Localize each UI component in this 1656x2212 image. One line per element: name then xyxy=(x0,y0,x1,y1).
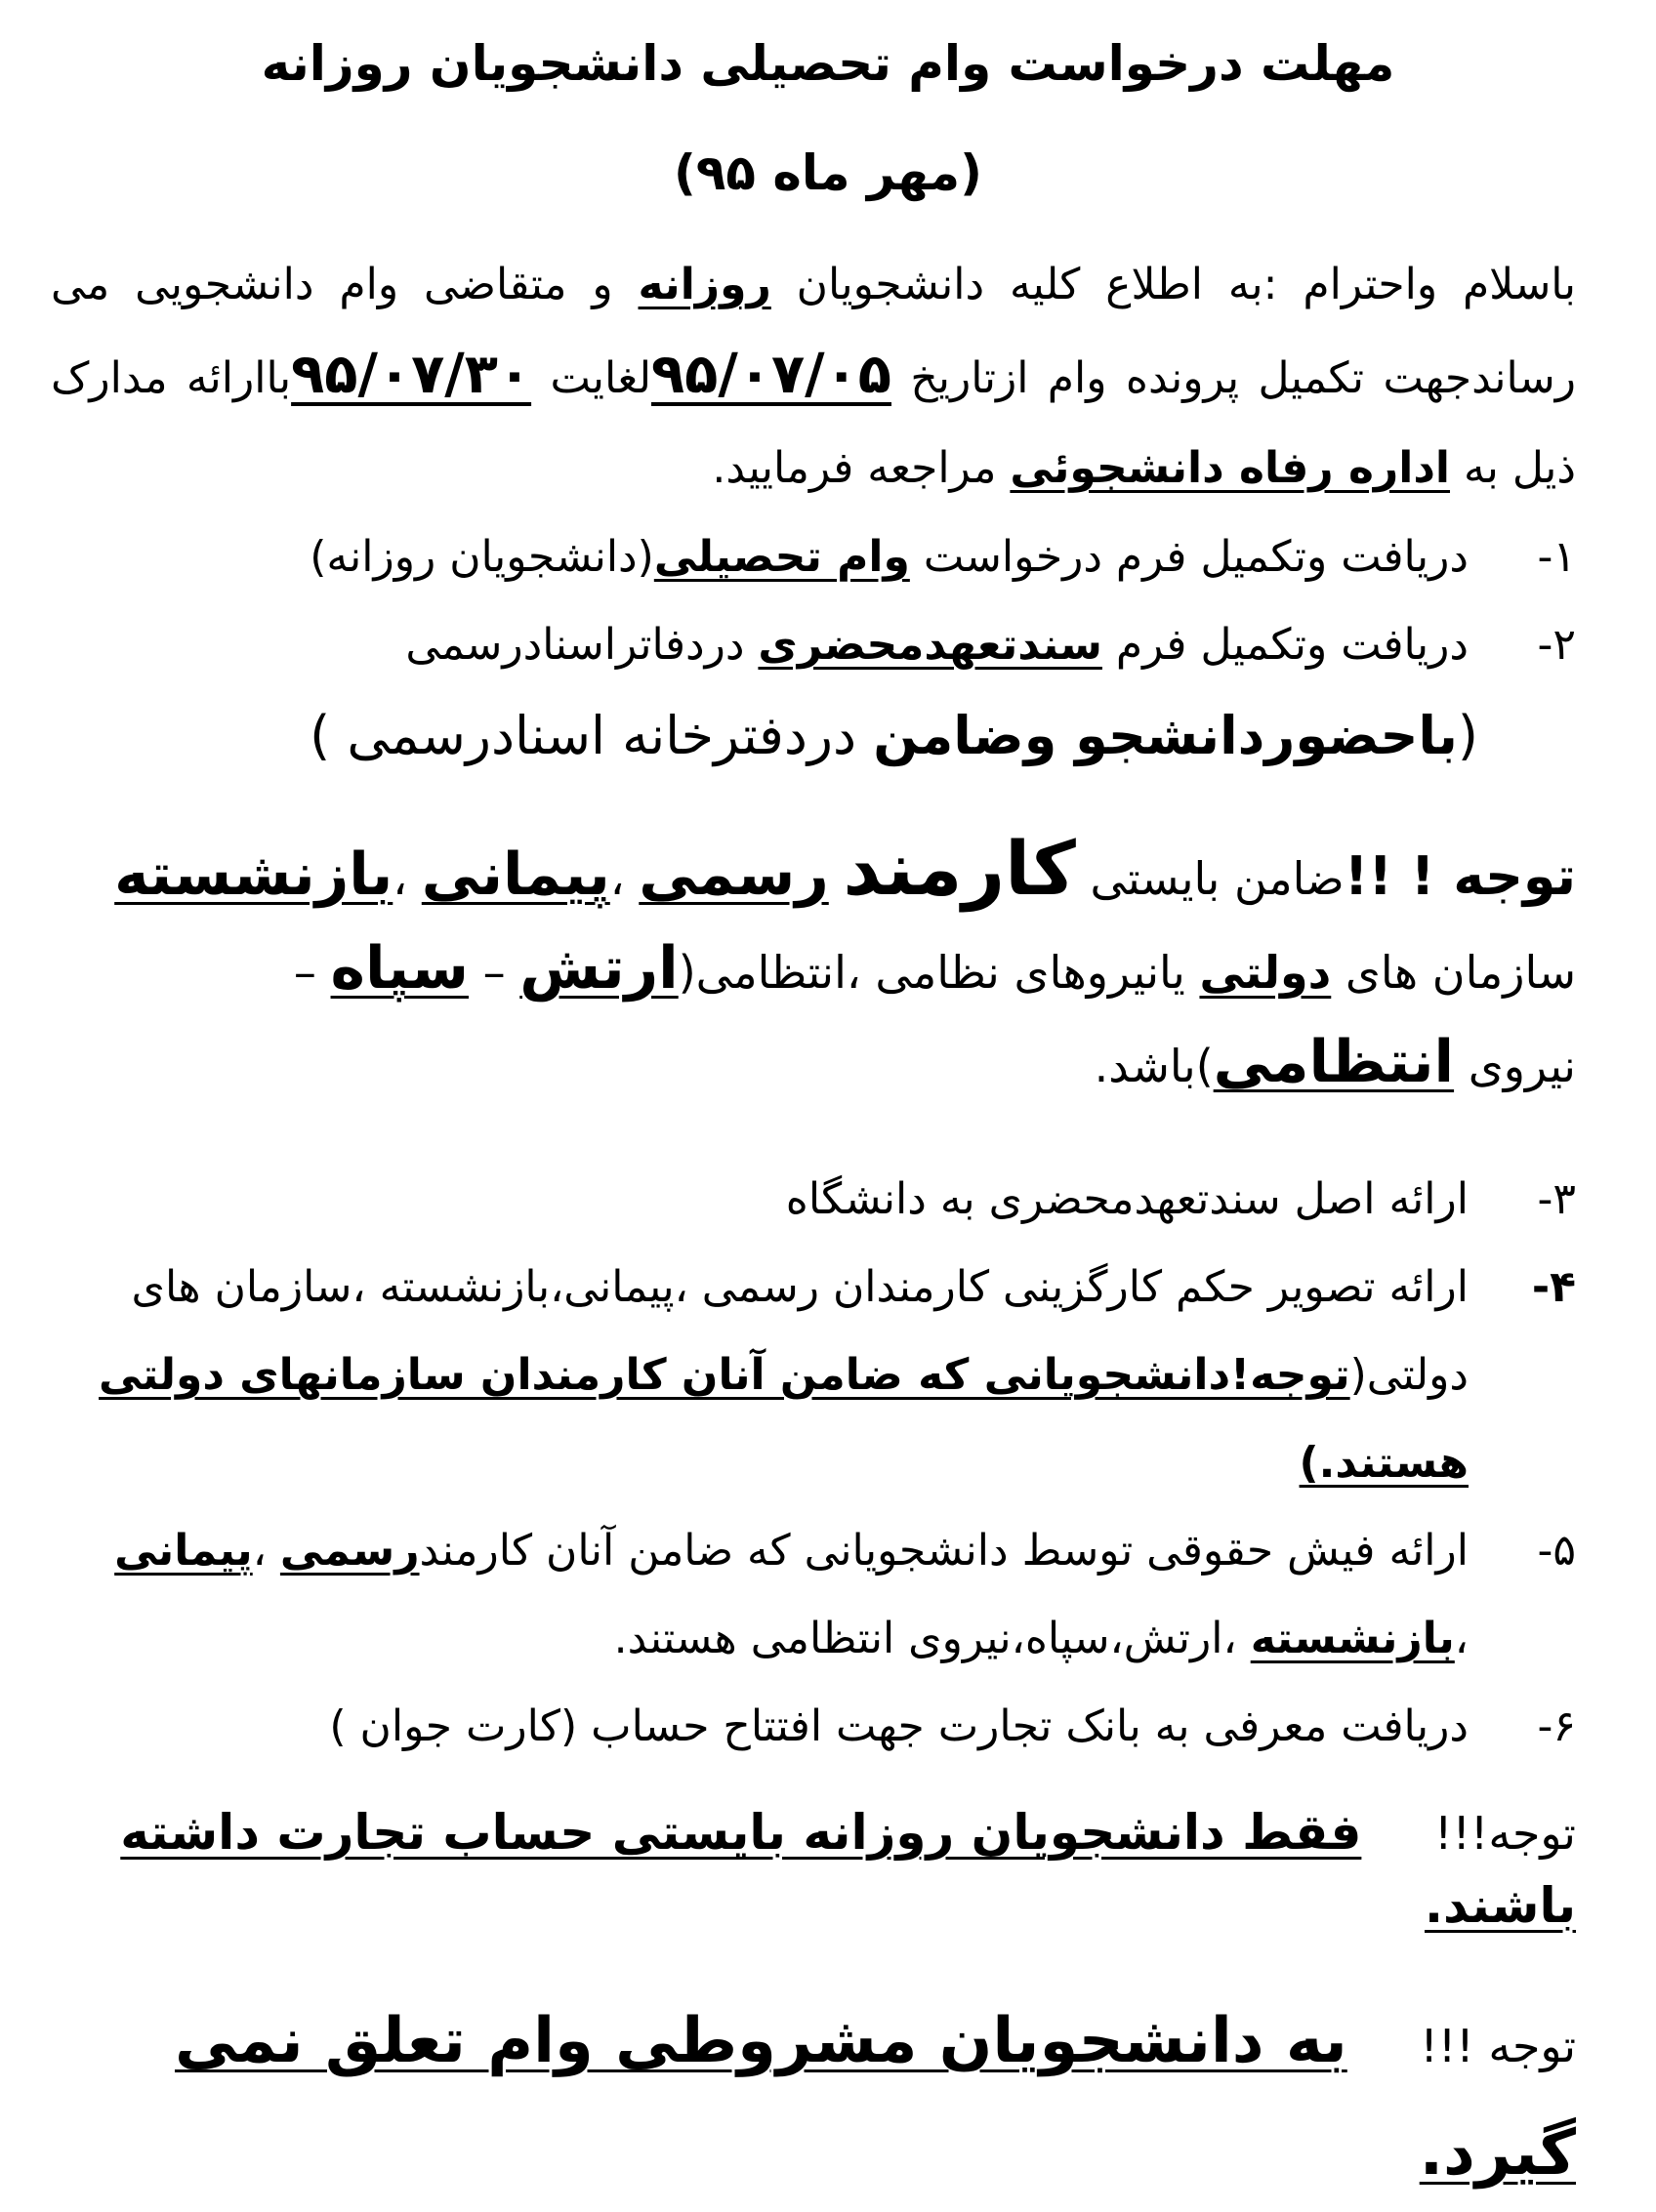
intro-text-2: و متقاضی وام دانشجویی می رساندجهت تکمیل پرونده وام ازتاریخ xyxy=(51,260,1576,403)
list-item-number: ۶- xyxy=(1537,1701,1576,1751)
list-item-number: ۳- xyxy=(1537,1174,1576,1224)
guarantor-dash-2: – xyxy=(293,946,331,999)
guarantor-official: رسمی xyxy=(639,840,829,909)
intro-daytime-students: روزانه xyxy=(638,260,771,309)
bank-notice-body: فقط دانشجویان روزانه بایستی حساب تجارت داشته باشند. xyxy=(120,1804,1576,1934)
item-2-notary-doc: سندتعهدمحضری xyxy=(758,620,1102,670)
intro-greeting: باسلام واحترام :به اطلاع کلیه دانشجویان xyxy=(796,260,1576,309)
guarantor-employee: کارمند xyxy=(843,825,1076,912)
list-item-text: دریافت معرفی به بانک تجارت جهت افتتاح حساب (کارت جوان ) xyxy=(329,1701,1469,1751)
presence-rest: دردفترخانه اسنادرسمی ) xyxy=(310,705,857,766)
guarantor-police: انتظامی xyxy=(1213,1028,1455,1096)
list-item-text: ارائه اصل سندتعهدمحضری به دانشگاه xyxy=(785,1174,1469,1224)
guarantor-comma-1: ، xyxy=(609,852,625,905)
item-5-comma-1: ، xyxy=(252,1526,267,1576)
list-item xyxy=(51,1156,1605,1244)
list-item xyxy=(51,601,1605,689)
document-title: مهلت درخواست وام تحصیلی دانشجویان روزانه xyxy=(261,35,1395,92)
list-item xyxy=(51,513,1605,601)
list-item xyxy=(51,1244,1605,1507)
guarantor-text-c: یانیروهای نظامی ،انتظامی( xyxy=(678,946,1185,999)
guarantor-text-b: سازمان های xyxy=(1345,946,1576,999)
list-item-text xyxy=(51,513,1469,601)
presence-bold: باحضوردانشجو وضامن xyxy=(873,705,1458,766)
item-4-notice: توجه!دانشجویانی که ضامن آنان کارمندان سازمانهای دولتی هستند.) xyxy=(99,1350,1469,1488)
probation-notice xyxy=(51,1987,1605,2212)
guarantor-army: ارتش xyxy=(519,934,679,1003)
item-5-official: رسمی xyxy=(279,1526,420,1576)
item-2-text-b: دردفاتراسنادرسمی xyxy=(405,620,745,670)
welfare-office: اداره رفاه دانشجوئی xyxy=(1010,443,1451,493)
guarantor-comma-2: ، xyxy=(393,852,408,905)
guarantor-text-e: )باشد. xyxy=(1094,1040,1214,1092)
intro-until: لغایت xyxy=(550,353,651,403)
end-date: ۹۵/۰۷/۳۰ xyxy=(291,343,532,406)
presence-open: ( xyxy=(1457,705,1478,766)
document-subtitle: (مهر ماه ۹۵) xyxy=(674,144,982,201)
list-item-text xyxy=(51,601,1469,689)
probation-notice-body: به دانشجویان مشروطی وام تعلق نمی گیرد. xyxy=(174,2005,1576,2190)
list-item-number: ۴- xyxy=(1531,1262,1576,1312)
guarantor-text-a: ضامن بایستی xyxy=(1090,852,1345,905)
item-4-text-a: ارائه تصویر حکم کارگزینی کارمندان رسمی ،پیمانی،بازنشسته ،سازمان های دولتی( xyxy=(131,1262,1469,1400)
list-item-number: ۵- xyxy=(1537,1526,1576,1576)
item-5-retired: بازنشسته xyxy=(1250,1614,1455,1663)
list-item-text xyxy=(51,1507,1469,1683)
list-item-number: ۱- xyxy=(1537,532,1576,582)
probation-notice-head: توجه !!! xyxy=(1420,2020,1576,2072)
intro-text-5: مراجعه فرمایید. xyxy=(712,443,997,493)
start-date: ۹۵/۰۷/۰۵ xyxy=(651,343,891,406)
guarantor-government: دولتی xyxy=(1199,946,1332,999)
item-1-text-b: (دانشجویان روزانه) xyxy=(310,532,654,582)
guarantor-notice-head: توجه ! !! xyxy=(1344,845,1576,907)
list-item-number: ۲- xyxy=(1537,620,1576,670)
guarantor-contract: پیمانی xyxy=(421,840,610,909)
item-2-text-a: دریافت وتکمیل فرم xyxy=(1115,620,1469,670)
presence-requirement xyxy=(51,689,1605,783)
bank-notice-head: توجه!!! xyxy=(1434,1807,1576,1860)
list-item xyxy=(51,1507,1605,1683)
intro-paragraph xyxy=(51,240,1605,513)
list-item xyxy=(51,1683,1605,1771)
list-item-text xyxy=(51,1244,1469,1507)
item-5-contract: پیمانی xyxy=(114,1526,253,1576)
guarantor-notice xyxy=(51,824,1605,1111)
item-1-text-a: دریافت وتکمیل فرم درخواست xyxy=(923,532,1469,582)
item-1-loan-type: وام تحصیلی xyxy=(653,532,910,582)
requirements-list-2 xyxy=(51,1156,1605,1771)
item-5-text-a: ارائه فیش حقوقی توسط دانشجویانی که ضامن آنان کارمند xyxy=(419,1526,1469,1576)
guarantor-sepah: سپاه xyxy=(330,934,469,1003)
guarantor-dash-1: – xyxy=(469,946,520,999)
bank-account-notice xyxy=(51,1796,1605,1943)
requirements-list-1 xyxy=(51,513,1605,689)
guarantor-retired: بازنشسته xyxy=(114,840,393,909)
guarantor-text-d: نیروی xyxy=(1468,1040,1576,1092)
intro-text-4: باارائه مدارک ذیل به xyxy=(51,353,1576,493)
item-5-text-d: ،ارتش،سپاه،نیروی انتظامی هستند. xyxy=(613,1614,1237,1663)
item-5-comma-2: ، xyxy=(1454,1614,1469,1663)
